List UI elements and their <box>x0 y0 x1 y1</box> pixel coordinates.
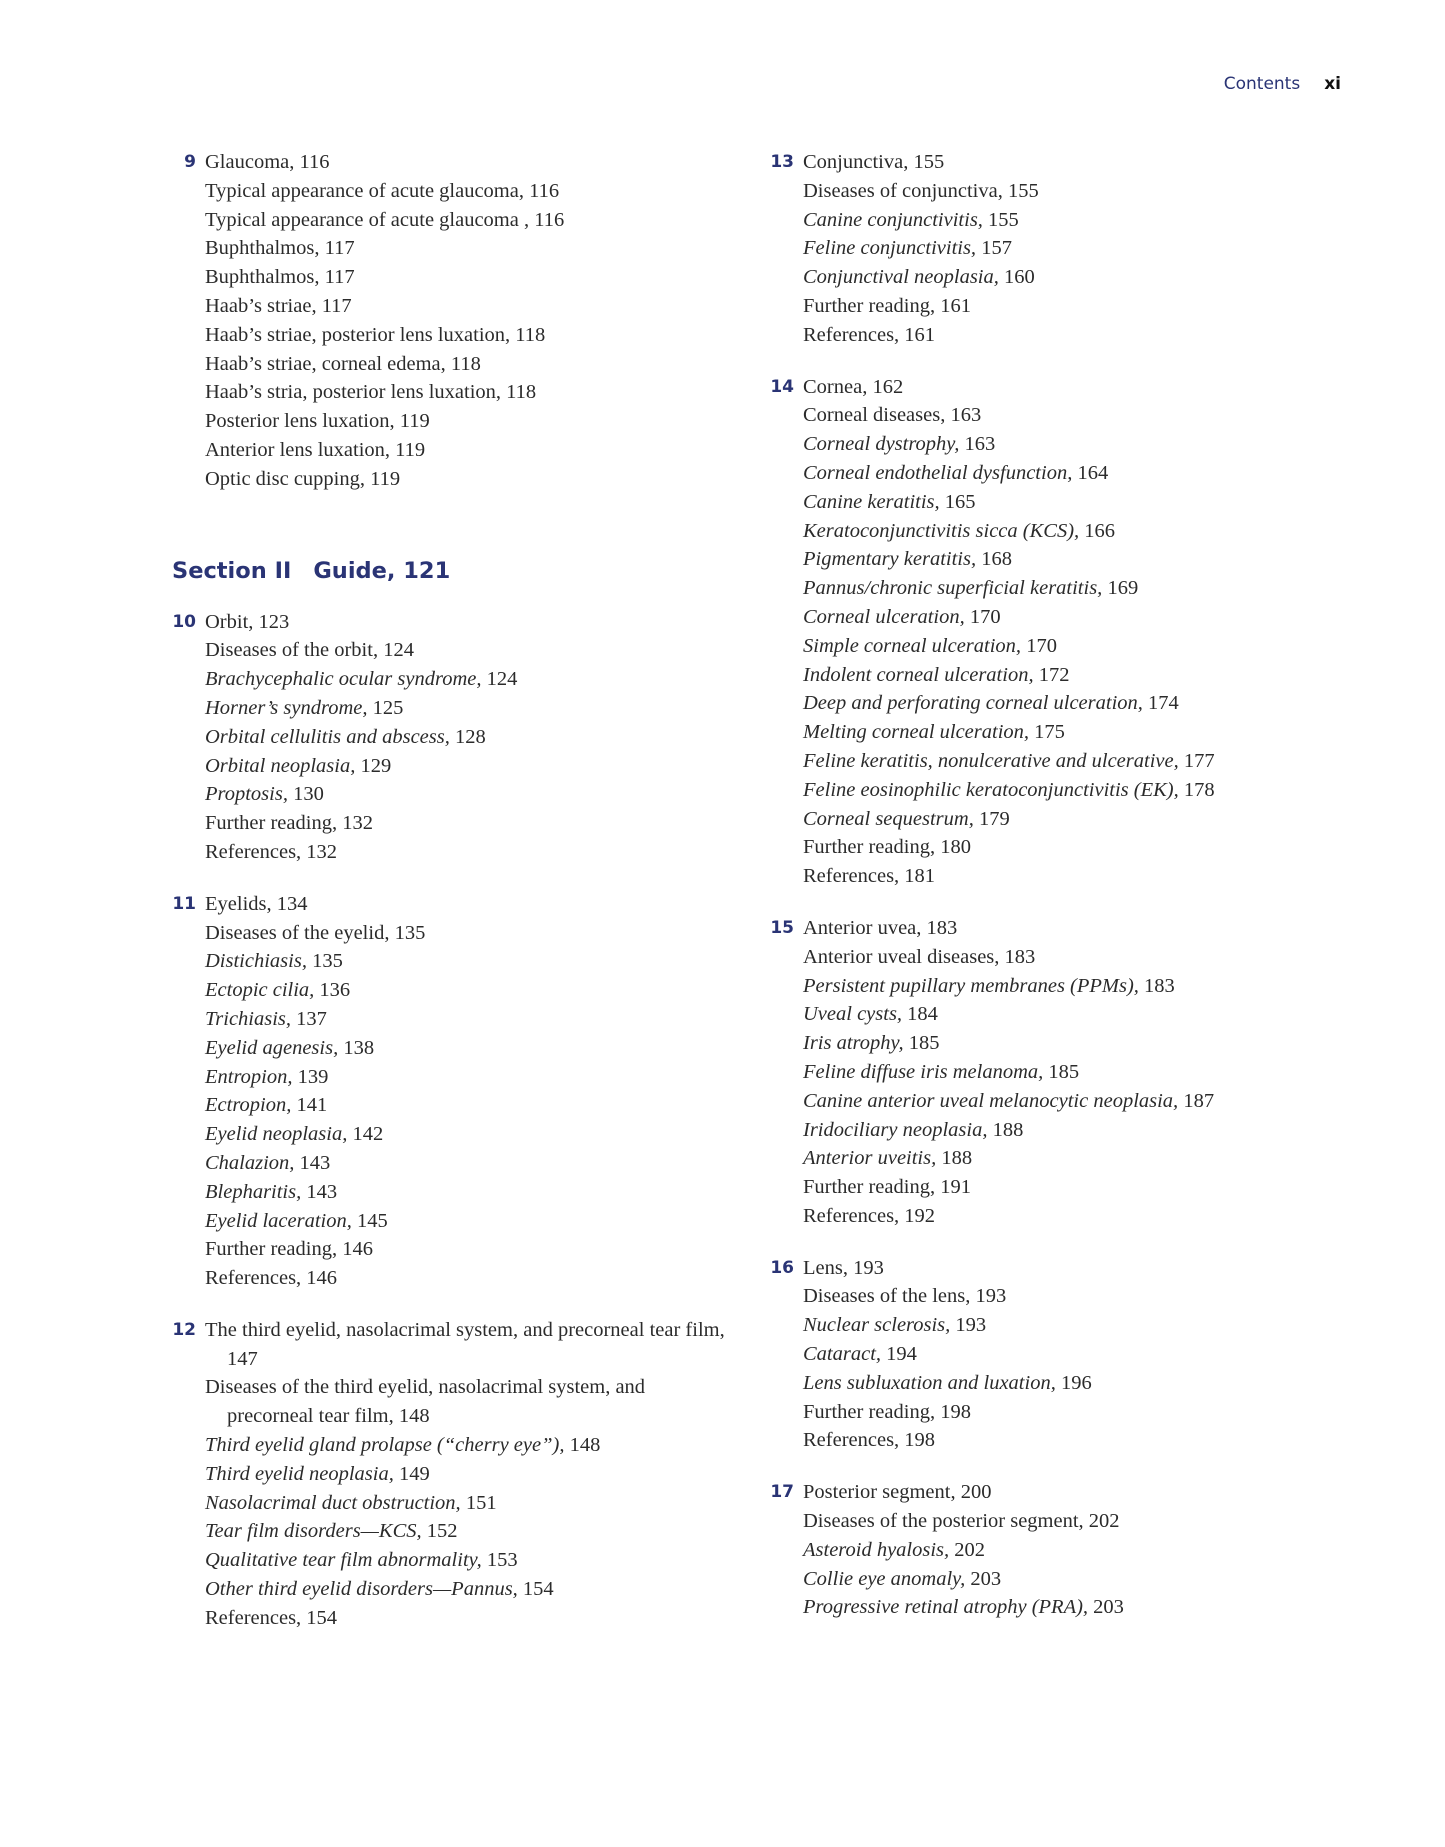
toc-entry[interactable] <box>205 1431 732 1460</box>
entry-topic: Ectopic cilia, <box>205 979 315 1002</box>
toc-entry[interactable] <box>803 661 1370 690</box>
toc-entry[interactable] <box>803 1144 1370 1173</box>
section-heading[interactable] <box>172 556 732 586</box>
toc-entry[interactable]: Haab’s striae, 117 <box>205 294 352 317</box>
toc-entry[interactable] <box>205 1005 732 1034</box>
entry-page: 130 <box>287 783 324 806</box>
toc-entry[interactable] <box>205 723 732 752</box>
entry-topic: Proptosis, <box>205 783 288 806</box>
entry-page: 187 <box>1178 1089 1215 1112</box>
entry-page: 168 <box>976 548 1012 571</box>
entry-topic: Blepharitis, <box>205 1180 302 1203</box>
toc-entry[interactable] <box>803 1340 1370 1369</box>
toc-entry[interactable]: Diseases of conjunctiva, 155 <box>803 179 1039 202</box>
entry-topic: Ectropion, <box>205 1094 292 1117</box>
toc-entry[interactable]: Corneal diseases, 163 <box>803 404 982 427</box>
entry-topic: Collie eye anomaly, <box>803 1567 966 1590</box>
toc-entry[interactable] <box>205 1207 732 1236</box>
entry-page: 154 <box>517 1578 554 1601</box>
entry-page: 139 <box>292 1065 329 1088</box>
chapter-title-entry[interactable]: Eyelids, 134 <box>205 892 308 915</box>
entry-topic: Pigmentary keratitis, <box>803 548 977 571</box>
toc-entry[interactable] <box>205 1460 732 1489</box>
entry-page: 135 <box>306 950 343 973</box>
entry-topic: Melting corneal ulceration, <box>803 721 1030 744</box>
entry-page: 193 <box>950 1314 987 1337</box>
chapter-10 <box>172 608 732 867</box>
toc-entry[interactable] <box>803 632 1370 661</box>
entry-page: 203 <box>1088 1596 1124 1619</box>
toc-entry[interactable]: Haab’s striae, posterior lens luxation, 118 <box>205 323 546 346</box>
entry-page: 128 <box>449 725 486 748</box>
entry-page: 125 <box>367 696 404 719</box>
toc-entry[interactable]: Further reading, 161 <box>803 294 971 317</box>
entry-topic: Orbital neoplasia, <box>205 754 356 777</box>
toc-entry[interactable]: Further reading, 132 <box>205 812 373 835</box>
chapter-title-entry[interactable]: The third eyelid, nasolacrimal system, and precorneal tear film, 147 <box>205 1318 725 1370</box>
chapter-number: 10 <box>172 611 196 632</box>
entry-topic: Pannus/chronic superficial keratitis, <box>803 577 1103 600</box>
chapter-entries <box>803 373 1370 891</box>
entry-topic: Third eyelid gland prolapse (“cherry eye”), <box>205 1434 565 1457</box>
entry-topic: Orbital cellulitis and abscess, <box>205 725 450 748</box>
entry-topic: Feline eosinophilic keratoconjunctivitis (EK), <box>803 778 1179 801</box>
entry-topic: Indolent corneal ulceration, <box>803 663 1034 686</box>
entry-page: 163 <box>959 433 996 456</box>
toc-entry[interactable]: Further reading, 198 <box>803 1400 971 1423</box>
toc-entry[interactable]: References, 132 <box>205 840 338 863</box>
entry-page: 138 <box>338 1036 375 1059</box>
entry-topic: Third eyelid neoplasia, <box>205 1462 394 1485</box>
toc-entry[interactable]: Posterior lens luxation, 119 <box>205 410 430 433</box>
entry-page: 174 <box>1142 692 1179 715</box>
toc-entry[interactable] <box>803 1369 1370 1398</box>
running-head <box>1224 74 1341 94</box>
entry-page: 152 <box>421 1520 458 1543</box>
toc-entry[interactable] <box>803 1087 1370 1116</box>
toc-entry[interactable]: Diseases of the eyelid, 135 <box>205 921 426 944</box>
toc-entry[interactable]: References, 198 <box>803 1429 936 1452</box>
toc-entry[interactable] <box>205 947 732 976</box>
entry-topic: Eyelid laceration, <box>205 1209 352 1232</box>
chapter-entries <box>205 890 732 1293</box>
chapter-title-entry[interactable]: Glaucoma, 116 <box>205 151 330 173</box>
toc-entry[interactable] <box>803 574 1370 603</box>
chapter-entries <box>803 148 1370 350</box>
chapter-title-entry[interactable]: Conjunctiva, 155 <box>803 151 945 173</box>
toc-entry[interactable]: Haab’s striae, corneal edema, 118 <box>205 352 481 375</box>
toc-entry[interactable]: Diseases of the orbit, 124 <box>205 639 414 662</box>
entry-page: 143 <box>301 1180 338 1203</box>
chapter-12 <box>172 1316 732 1633</box>
toc-entry[interactable] <box>803 747 1370 776</box>
toc-entry[interactable] <box>803 1058 1370 1087</box>
entry-page: 166 <box>1079 519 1116 542</box>
entry-topic: Nasolacrimal duct obstruction, <box>205 1491 461 1514</box>
toc-entry[interactable] <box>803 517 1370 546</box>
toc-entry[interactable]: Typical appearance of acute glaucoma, 116 <box>205 179 560 202</box>
toc-entry[interactable]: Buphthalmos, 117 <box>205 266 355 289</box>
section-title: Guide, 121 <box>313 557 451 584</box>
chapter-title-entry[interactable]: Orbit, 123 <box>205 610 290 633</box>
toc-entry[interactable] <box>205 1575 732 1604</box>
entry-page: 136 <box>314 979 351 1002</box>
entry-topic: Qualitative tear film abnormality, <box>205 1549 482 1572</box>
toc-entry[interactable]: Optic disc cupping, 119 <box>205 467 401 490</box>
toc-entry[interactable] <box>205 1149 732 1178</box>
entry-topic: Brachycephalic ocular syndrome, <box>205 668 482 691</box>
toc-entry[interactable]: References, 154 <box>205 1606 338 1629</box>
entry-page: 179 <box>973 807 1010 830</box>
entry-page: 177 <box>1178 749 1215 772</box>
entry-topic: Progressive retinal atrophy (PRA), <box>803 1596 1089 1619</box>
entry-page: 202 <box>949 1538 986 1561</box>
entry-page: 157 <box>976 237 1012 260</box>
entry-page: 170 <box>964 605 1001 628</box>
toc-entry[interactable]: Anterior uveal diseases, 183 <box>803 945 1036 968</box>
entry-topic: Horner’s syndrome, <box>205 696 368 719</box>
entry-page: 203 <box>965 1567 1002 1590</box>
entry-page: 143 <box>294 1151 331 1174</box>
entry-topic: Chalazion, <box>205 1151 295 1174</box>
toc-entry[interactable] <box>803 972 1370 1001</box>
toc-entry[interactable] <box>803 1116 1370 1145</box>
toc-entry[interactable] <box>803 263 1370 292</box>
toc-entry[interactable] <box>803 1000 1370 1029</box>
toc-entry[interactable]: Buphthalmos, 117 <box>205 237 355 260</box>
entry-topic: Deep and perforating corneal ulceration, <box>803 692 1143 715</box>
entry-page: 129 <box>355 754 392 777</box>
toc-entry[interactable] <box>205 1091 732 1120</box>
entry-page: 188 <box>936 1147 973 1170</box>
toc-entry[interactable]: Further reading, 191 <box>803 1176 971 1199</box>
section-label: Section II <box>172 557 292 584</box>
toc-entry[interactable] <box>205 665 732 694</box>
toc-entry[interactable] <box>803 234 1370 263</box>
toc-entry[interactable] <box>803 1565 1370 1594</box>
toc-entry[interactable] <box>803 1029 1370 1058</box>
toc-entry[interactable] <box>803 1536 1370 1565</box>
entry-page: 149 <box>393 1462 430 1485</box>
toc-entry[interactable] <box>205 1517 732 1546</box>
chapter-13 <box>770 148 1370 350</box>
chapter-number: 15 <box>770 917 794 938</box>
chapter-number: 12 <box>172 1319 196 1340</box>
chapter-number: 9 <box>184 152 196 172</box>
entry-page: 184 <box>902 1003 938 1026</box>
entry-page: 151 <box>460 1491 497 1514</box>
entry-page: 137 <box>291 1007 327 1030</box>
toc-entry[interactable]: References, 161 <box>803 323 936 346</box>
entry-page: 178 <box>1178 778 1215 801</box>
chapter-entries <box>205 1316 732 1633</box>
toc-entry[interactable] <box>803 459 1370 488</box>
entry-topic: Canine keratitis, <box>803 490 940 513</box>
entry-topic: Iris atrophy, <box>803 1032 904 1055</box>
toc-entry[interactable] <box>803 430 1370 459</box>
toc-entry[interactable] <box>205 1546 732 1575</box>
toc-entry[interactable]: Typical appearance of acute glaucoma , 116 <box>205 208 565 231</box>
chapter-entries <box>205 148 732 494</box>
entry-topic: Eyelid agenesis, <box>205 1036 339 1059</box>
toc-entry[interactable] <box>205 780 732 809</box>
chapter-number: 17 <box>770 1482 794 1503</box>
entry-topic: Iridociliary neoplasia, <box>803 1118 988 1141</box>
entry-page: 153 <box>481 1549 518 1572</box>
toc-entry[interactable] <box>205 1120 732 1149</box>
chapter-title-entry[interactable]: Lens, 193 <box>803 1256 884 1279</box>
chapter-entries <box>803 1478 1370 1622</box>
entry-topic: Tear film disorders—KCS, <box>205 1520 422 1543</box>
toc-entry[interactable]: Haab’s stria, posterior lens luxation, 118 <box>205 381 537 404</box>
entry-page: 160 <box>998 266 1035 289</box>
entry-page: 148 <box>564 1434 601 1457</box>
entry-topic: Other third eyelid disorders—Pannus, <box>205 1578 518 1601</box>
toc-entry[interactable] <box>205 1034 732 1063</box>
entry-topic: Cataract, <box>803 1343 882 1366</box>
chapter-14 <box>770 373 1370 891</box>
chapter-number: 11 <box>172 893 196 914</box>
entry-page: 155 <box>982 208 1019 231</box>
entry-page: 145 <box>351 1209 388 1232</box>
toc-entry[interactable] <box>205 1063 732 1092</box>
chapter-number: 13 <box>770 152 794 172</box>
entry-page: 196 <box>1055 1371 1092 1394</box>
chapter-16 <box>770 1254 1370 1456</box>
running-head-title: Contents <box>1223 74 1301 94</box>
entry-topic: Lens subluxation and luxation, <box>803 1371 1056 1394</box>
entry-topic: Nuclear sclerosis, <box>803 1314 951 1337</box>
entry-topic: Keratoconjunctivitis sicca (KCS), <box>803 519 1080 542</box>
entry-page: 170 <box>1021 634 1057 657</box>
entry-topic: Feline conjunctivitis, <box>803 237 977 260</box>
toc-entry[interactable]: Diseases of the lens, 193 <box>803 1285 1007 1308</box>
entry-topic: Eyelid neoplasia, <box>205 1123 348 1146</box>
toc-entry[interactable] <box>205 694 732 723</box>
entry-topic: Entropion, <box>205 1065 293 1088</box>
entry-topic: Canine conjunctivitis, <box>803 208 983 231</box>
entry-topic: Simple corneal ulceration, <box>803 634 1022 657</box>
chapter-11 <box>172 890 732 1293</box>
entry-page: 185 <box>903 1032 940 1055</box>
entry-topic: Corneal endothelial dysfunction, <box>803 461 1073 484</box>
entry-topic: Uveal cysts, <box>803 1003 903 1026</box>
toc-entry[interactable]: References, 146 <box>205 1267 338 1290</box>
entry-topic: Asteroid hyalosis, <box>803 1538 950 1561</box>
toc-entry[interactable] <box>205 1489 732 1518</box>
entry-page: 164 <box>1072 461 1109 484</box>
entry-topic: Corneal ulceration, <box>803 605 965 628</box>
entry-topic: Canine anterior uveal melanocytic neoplasia, <box>803 1089 1179 1112</box>
chapter-9 <box>172 148 732 494</box>
toc-entry[interactable] <box>803 718 1370 747</box>
entry-topic: Corneal sequestrum, <box>803 807 974 830</box>
chapter-17 <box>770 1478 1370 1622</box>
entry-page: 175 <box>1029 721 1065 744</box>
toc-entry[interactable] <box>803 805 1370 834</box>
entry-page: 188 <box>987 1118 1024 1141</box>
toc-entry[interactable]: Anterior lens luxation, 119 <box>205 438 426 461</box>
toc-entry[interactable]: Diseases of the third eyelid, nasolacrimal system, and precorneal tear film, 148 <box>205 1376 646 1428</box>
chapter-15 <box>770 914 1370 1231</box>
toc-entry[interactable] <box>205 1178 732 1207</box>
toc-left-column <box>172 148 732 1633</box>
entry-page: 194 <box>881 1343 917 1366</box>
chapter-title-entry[interactable]: Anterior uvea, 183 <box>803 916 958 939</box>
chapter-entries <box>803 914 1370 1231</box>
toc-entry[interactable] <box>803 545 1370 574</box>
entry-page: 165 <box>939 490 976 513</box>
entry-topic: Corneal dystrophy, <box>803 433 960 456</box>
chapter-number: 16 <box>770 1257 794 1278</box>
toc-entry[interactable]: Diseases of the posterior segment, 202 <box>803 1510 1120 1533</box>
toc-entry[interactable] <box>803 206 1370 235</box>
toc-entry[interactable]: References, 192 <box>803 1204 936 1227</box>
chapter-entries <box>803 1254 1370 1456</box>
toc-entry[interactable]: References, 181 <box>803 865 936 888</box>
entry-topic: Conjunctival neoplasia, <box>803 266 999 289</box>
chapter-entries <box>205 608 732 867</box>
entry-page: 142 <box>347 1123 384 1146</box>
page-number: xi <box>1324 74 1341 94</box>
entry-topic: Feline diffuse iris melanoma, <box>803 1060 1044 1083</box>
chapter-title-entry[interactable]: Posterior segment, 200 <box>803 1481 992 1504</box>
chapter-number: 14 <box>770 376 794 397</box>
toc-entry[interactable] <box>803 1311 1370 1340</box>
toc-entry[interactable]: Further reading, 146 <box>205 1238 373 1261</box>
entry-page: 124 <box>481 668 518 691</box>
entry-page: 172 <box>1033 663 1070 686</box>
entry-page: 169 <box>1102 577 1139 600</box>
entry-page: 183 <box>1138 974 1175 997</box>
toc-entry[interactable] <box>803 603 1370 632</box>
toc-entry[interactable] <box>803 1593 1370 1622</box>
entry-page: 141 <box>291 1094 328 1117</box>
toc-entry[interactable] <box>803 488 1370 517</box>
toc-entry[interactable]: Further reading, 180 <box>803 836 971 859</box>
entry-topic: Persistent pupillary membranes (PPMs), <box>803 974 1139 997</box>
entry-topic: Trichiasis, <box>205 1007 292 1030</box>
entry-topic: Anterior uveitis, <box>803 1147 937 1170</box>
toc-right-column <box>770 148 1370 1622</box>
entry-topic: Feline keratitis, nonulcerative and ulcerative, <box>803 749 1179 772</box>
toc-entry[interactable] <box>205 752 732 781</box>
entry-topic: Distichiasis, <box>205 950 307 973</box>
toc-entry[interactable] <box>205 976 732 1005</box>
toc-entry[interactable] <box>803 776 1370 805</box>
toc-entry[interactable] <box>803 689 1370 718</box>
entry-page: 185 <box>1043 1060 1080 1083</box>
chapter-title-entry[interactable]: Cornea, 162 <box>803 375 904 398</box>
